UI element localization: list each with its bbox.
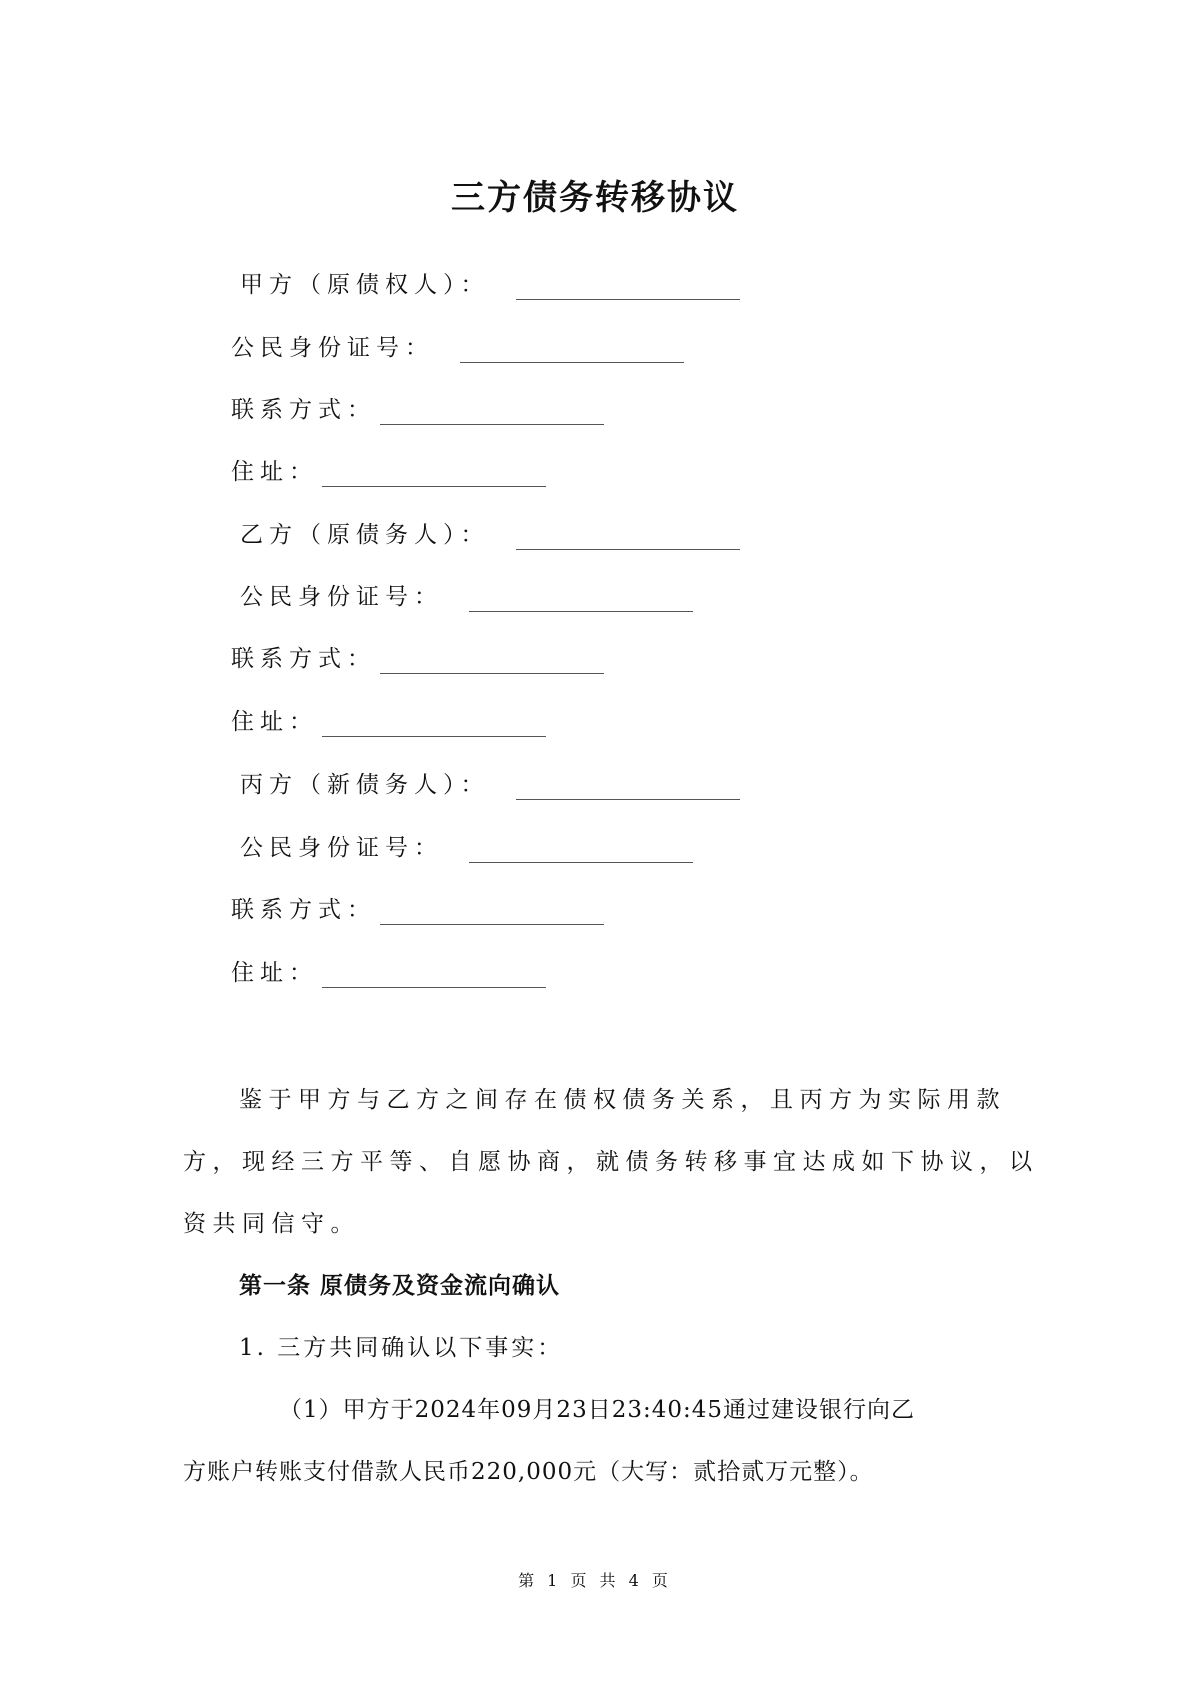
party-a-contact-label: 联系方式： — [231, 397, 376, 423]
party-c-id-label: 公民身份证号： — [240, 835, 443, 861]
party-a-id-label: 公民身份证号： — [231, 335, 434, 361]
party-a-address-label: 住址： — [231, 459, 318, 485]
party-b-contact-field — [231, 644, 604, 674]
article-1-heading: 第一条 原债务及资金流向确认 — [239, 1273, 561, 1299]
party-c-id-blank[interactable] — [469, 838, 693, 863]
party-a-id-field — [231, 333, 684, 363]
party-b-name-field — [240, 520, 740, 550]
party-c-id-field — [240, 833, 693, 863]
party-a-contact-blank[interactable] — [380, 400, 604, 425]
party-b-id-label: 公民身份证号： — [240, 584, 443, 610]
party-c-address-label: 住址： — [231, 960, 318, 986]
party-c-name-blank[interactable] — [516, 775, 740, 800]
party-c-contact-blank[interactable] — [380, 900, 604, 925]
party-c-name-label: 丙方（新债务人）： — [240, 772, 490, 798]
preamble-line-3: 资共同信守。 — [183, 1211, 360, 1237]
party-a-id-blank[interactable] — [460, 338, 684, 363]
party-c-contact-label: 联系方式： — [231, 897, 376, 923]
party-a-address-field — [231, 457, 546, 487]
party-a-name-blank[interactable] — [516, 275, 740, 300]
article-1-sub-1-line-2: 方账户转账支付借款人民币220,000元（大写：贰拾贰万元整）。 — [183, 1459, 874, 1485]
document-title: 三方债务转移协议 — [451, 178, 739, 218]
preamble-line-2: 方，现经三方平等、自愿协商，就债务转移事宜达成如下协议，以 — [183, 1149, 1039, 1175]
party-b-name-label: 乙方（原债务人）： — [240, 522, 490, 548]
party-b-id-blank[interactable] — [469, 587, 693, 612]
article-1-sub-1-line-1: （1）甲方于2024年09月23日23:40:45通过建设银行向乙 — [279, 1397, 915, 1423]
party-b-contact-blank[interactable] — [380, 649, 604, 674]
page-number: 第 1 页 共 4 页 — [518, 1571, 672, 1590]
article-1-item-1: 1. 三方共同确认以下事实： — [239, 1335, 564, 1361]
preamble-line-1: 鉴于甲方与乙方之间存在债权债务关系，且丙方为实际用款 — [239, 1087, 1006, 1113]
party-c-contact-field — [231, 895, 604, 925]
party-a-name-field — [240, 270, 740, 300]
party-b-address-field — [231, 707, 546, 737]
party-a-address-blank[interactable] — [322, 462, 546, 487]
party-a-name-label: 甲方（原债权人）： — [240, 272, 490, 298]
party-b-address-blank[interactable] — [322, 712, 546, 737]
party-c-name-field — [240, 770, 740, 800]
party-c-address-field — [231, 958, 546, 988]
party-b-address-label: 住址： — [231, 709, 318, 735]
party-b-contact-label: 联系方式： — [231, 646, 376, 672]
party-a-contact-field — [231, 395, 604, 425]
party-b-id-field — [240, 582, 693, 612]
party-c-address-blank[interactable] — [322, 963, 546, 988]
party-b-name-blank[interactable] — [516, 525, 740, 550]
